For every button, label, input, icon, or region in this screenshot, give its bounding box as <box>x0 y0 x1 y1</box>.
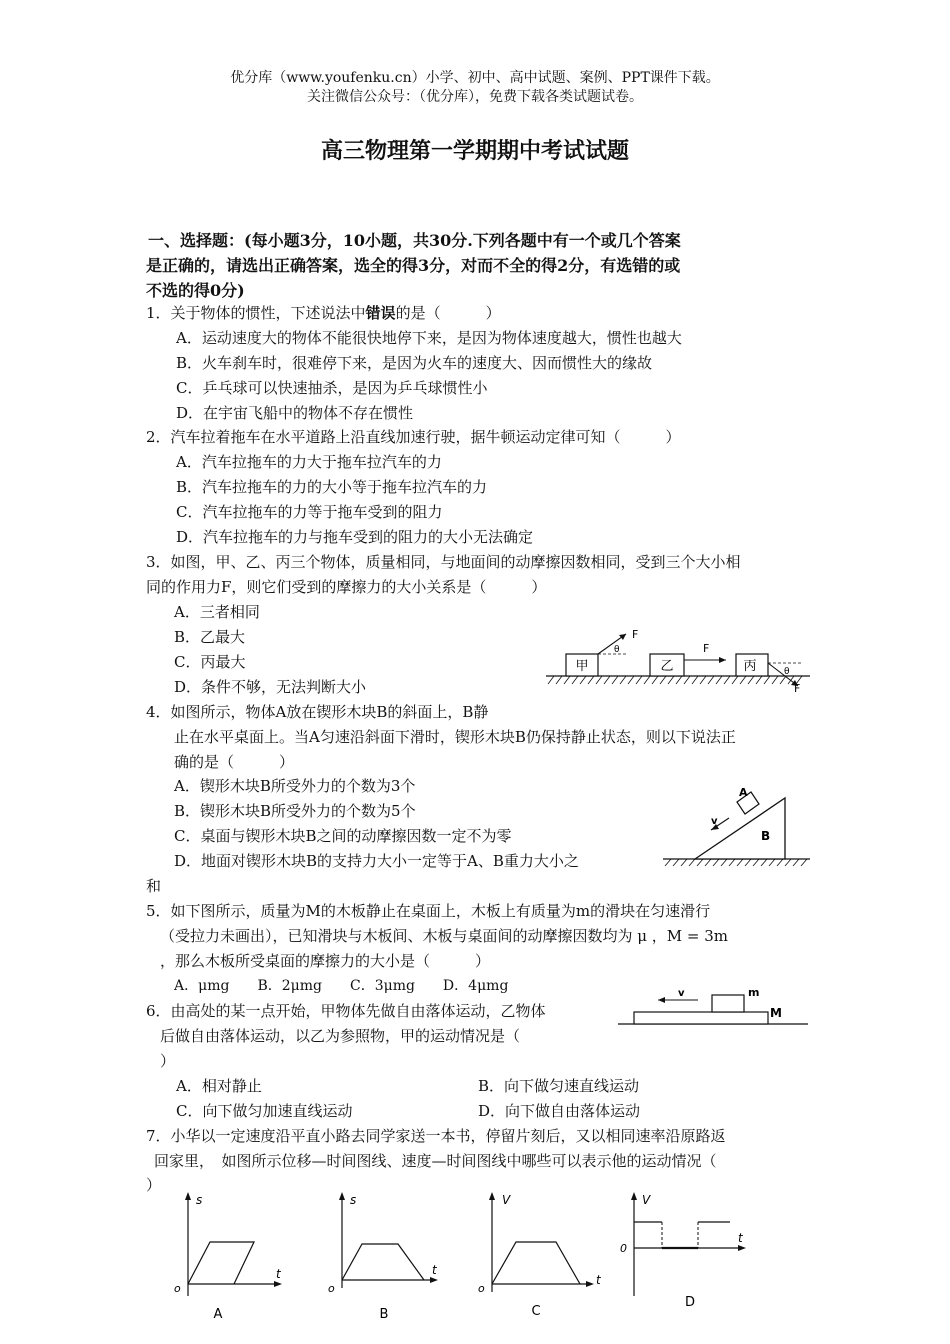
question-7-stem-line1: 7．小华以一定速度沿平直小路去同学家送一本书，停留片刻后，又以相同速率沿原路返 <box>146 1127 726 1145</box>
graph-d-y-label: V <box>642 1193 651 1207</box>
site-header-line2: 关注微信公众号：（优分库），免费下载各类试题试卷。 <box>307 89 643 105</box>
velocity-label-a: v <box>711 816 718 827</box>
graph-b-y-arrow <box>339 1192 345 1200</box>
section-heading-line1: 一、选择题：(每小题3分，10小题，共30分.下列各题中有一个或几个答案 <box>148 231 681 250</box>
q1-option-b: B．火车刹车时，很难停下来，是因为火车的速度大、因而惯性大的缘故 <box>176 354 653 372</box>
force-label-bing: F <box>794 682 801 695</box>
question-6-stem-line3: ） <box>160 1052 176 1070</box>
q1-stem-b: 的是（ ） <box>395 304 501 322</box>
q3-option-d: D．条件不够，无法判断大小 <box>174 678 367 696</box>
slider-m-label: m <box>748 986 760 999</box>
graph-c-y-arrow <box>489 1192 495 1200</box>
graph-c-y-label: V <box>502 1193 511 1207</box>
graph-b-x-arrow <box>430 1277 438 1283</box>
question-3-stem-line1: 3．如图，甲、乙、丙三个物体，质量相同，与地面间的动摩擦因数相同，受到三个大小相 <box>146 553 741 571</box>
q5-options: A．μmg B．2μmg C．3μmg D．4μmg <box>174 978 509 994</box>
graph-d-origin: 0 <box>620 1242 627 1255</box>
arrowhead-jia <box>619 634 626 640</box>
question-6-stem-line2: 后做自由落体运动，以乙为参照物，甲的运动情况是（ <box>160 1027 521 1045</box>
graph-a-x-label: t <box>276 1267 281 1281</box>
graph-c-origin: o <box>478 1282 485 1295</box>
q2-option-a: A．汽车拉拖车的力大于拖车拉汽车的力 <box>176 453 442 471</box>
question-5-stem-line2: （受拉力未画出），已知滑块与木板间、木板与桌面间的动摩擦因数均为 μ ，M = 3m <box>160 927 729 945</box>
box-jia-label: 甲 <box>575 659 589 674</box>
graph-c-curve <box>492 1242 580 1284</box>
q2-option-d: D．汽车拉拖车的力与拖车受到的阻力的大小无法确定 <box>176 528 534 546</box>
site-header-line1: 优分库（www.youfenku.cn）小学、初中、高中试题、案例、PPT课件下载。 <box>230 70 720 86</box>
graph-b-curve <box>342 1244 424 1280</box>
q4-option-a: A．锲形木块B所受外力的个数为3个 <box>174 777 416 795</box>
force-label-jia: F <box>632 628 639 641</box>
angle-label-bing: θ <box>784 667 790 677</box>
block-a-label: A <box>739 786 748 799</box>
graph-a-y-label: s <box>196 1193 203 1207</box>
board-M-label: M <box>770 1006 782 1020</box>
question-1-stem <box>146 302 501 323</box>
graph-b-label: B <box>379 1307 389 1322</box>
q6-option-c: C．向下做匀加速直线运动 <box>176 1102 353 1120</box>
question-4-stem-line1: 4．如图所示，物体A放在锲形木块B的斜面上，B静 <box>146 703 489 721</box>
graph-a-curve <box>188 1242 254 1284</box>
box-yi-label: 乙 <box>660 659 674 674</box>
graph-c-x-arrow <box>586 1281 594 1287</box>
q7-graph-d <box>614 1188 754 1318</box>
question-3-stem-line2: 同的作用力F，则它们受到的摩擦力的大小关系是（ ） <box>146 578 547 596</box>
graph-c-x-label: t <box>596 1273 601 1287</box>
question-5-stem-line3: ，那么木板所受桌面的摩擦力的大小是（ ） <box>160 952 491 970</box>
q4-option-c: C．桌面与锲形木块B之间的动摩擦因数一定不为零 <box>174 827 512 845</box>
q3-option-a: A．三者相同 <box>174 603 260 621</box>
graph-a-y-arrow <box>185 1192 191 1200</box>
q4-option-b: B．锲形木块B所受外力的个数为5个 <box>174 802 416 820</box>
graph-d-x-arrow <box>738 1245 746 1251</box>
graph-c-label: C <box>531 1304 541 1319</box>
q2-option-b: B．汽车拉拖车的力的大小等于拖车拉汽车的力 <box>176 478 488 496</box>
graph-a-x-arrow <box>274 1281 282 1287</box>
section-heading-line2: 是正确的，请选出正确答案，选全的得3分，对而不全的得2分，有选错的或 <box>146 256 681 275</box>
q4-option-d-tail: 和 <box>146 877 162 895</box>
page-title: 高三物理第一学期期中考试试题 <box>320 138 629 164</box>
q1-option-c: C．乒乓球可以快速抽杀，是因为乒乓球惯性小 <box>176 379 488 397</box>
q3-figure <box>540 622 815 697</box>
wedge-b-label: B <box>761 829 771 843</box>
q7-graph-a <box>168 1188 288 1323</box>
graph-b-origin: o <box>328 1282 335 1295</box>
arrowhead-yi <box>719 657 726 663</box>
q6-option-b: B．向下做匀速直线运动 <box>478 1077 640 1095</box>
q1-stem-bold: 错误 <box>365 304 396 322</box>
q7-graph-b <box>320 1188 445 1323</box>
graph-d-y-arrow <box>631 1192 637 1200</box>
question-6-stem-line1: 6．由高处的某一点开始，甲物体先做自由落体运动，乙物体 <box>146 1002 546 1020</box>
graph-b-y-label: s <box>350 1193 357 1207</box>
ground-hatching <box>548 676 802 684</box>
question-4-stem-line3: 确的是（ ） <box>174 753 295 771</box>
force-label-yi: F <box>703 642 710 655</box>
graph-d-x-label: t <box>738 1231 743 1245</box>
q5-figure <box>612 982 812 1032</box>
box-bing-label: 丙 <box>743 659 757 674</box>
slider-m <box>712 995 744 1012</box>
q2-option-c: C．汽车拉拖车的力等于拖车受到的阻力 <box>176 503 443 521</box>
q1-option-d: D．在宇宙飞船中的物体不存在惯性 <box>176 404 414 422</box>
question-4-stem-line2: 止在水平桌面上。当A匀速沿斜面下滑时，锲形木块B仍保持静止状态，则以下说法正 <box>174 728 736 746</box>
angle-label-jia: θ <box>614 645 620 655</box>
q6-option-a: A．相对静止 <box>176 1077 262 1095</box>
graph-d-label: D <box>684 1295 696 1310</box>
q4-figure <box>655 780 815 870</box>
q7-graph-c <box>472 1188 602 1323</box>
graph-b-x-label: t <box>432 1263 437 1277</box>
section-heading-line3: 不选的得0分) <box>146 281 245 300</box>
graph-a-origin: o <box>174 1282 181 1295</box>
q3-option-b: B．乙最大 <box>174 628 246 646</box>
velocity-label-m: v <box>678 988 685 999</box>
board-M <box>634 1012 768 1024</box>
question-5-stem-line1: 5．如下图所示，质量为M的木板静止在桌面上，木板上有质量为m的滑块在匀速滑行 <box>146 902 711 920</box>
q1-stem-a: 1．关于物体的惯性，下述说法中 <box>146 304 366 322</box>
q4-option-d: D．地面对锲形木块B的支持力大小一定等于A、B重力大小之 <box>174 852 579 870</box>
question-2-stem: 2．汽车拉着拖车在水平道路上沿直线加速行驶，据牛顿运动定律可知（ ） <box>146 428 681 446</box>
question-7-stem-line3: ） <box>146 1176 162 1194</box>
q1-option-a: A．运动速度大的物体不能很快地停下来，是因为物体速度越大，惯性也越大 <box>176 329 682 347</box>
q3-option-c: C．丙最大 <box>174 653 246 671</box>
graph-a-label: A <box>213 1307 223 1322</box>
velocity-arrowhead-m <box>658 997 665 1003</box>
question-7-stem-line2: 回家里， 如图所示位移—时间图线、速度—时间图线中哪些可以表示他的运动情况（ <box>154 1152 717 1170</box>
q6-option-d: D．向下做自由落体运动 <box>478 1102 641 1120</box>
table-hatching <box>665 859 807 866</box>
